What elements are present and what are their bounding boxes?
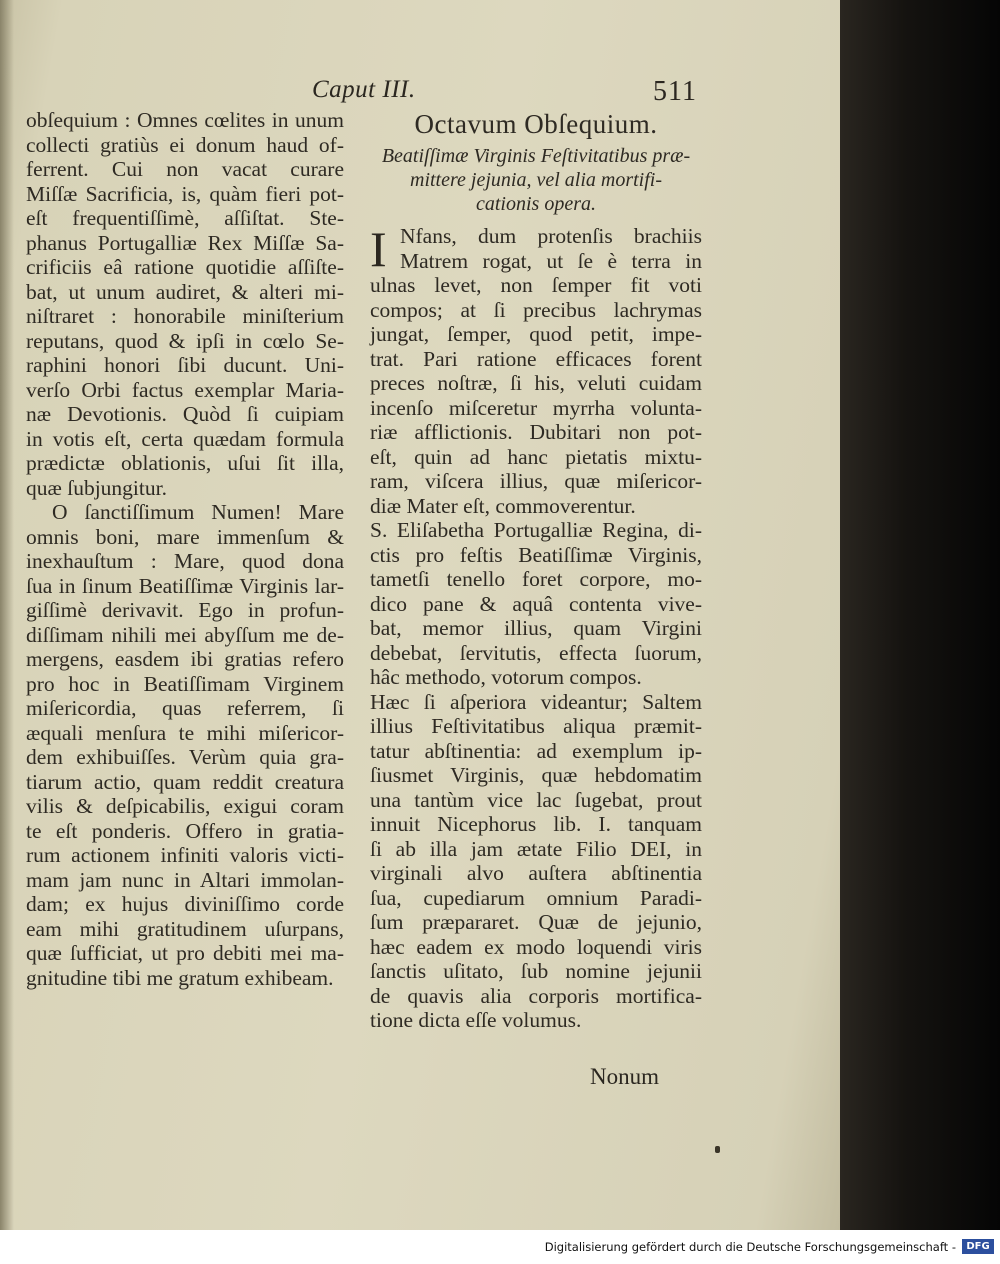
text-line: inexhauſtum : Mare, quod dona xyxy=(26,549,344,573)
text-line: Miſſæ Sacrificia, is, quàm fieri pot- xyxy=(26,181,344,206)
text-line: illius Feſtivitatibus aliqua præmit- xyxy=(370,714,702,738)
text-line: omnis boni, mare immenſum & xyxy=(26,524,344,549)
subtitle-line: cationis opera. xyxy=(476,193,596,215)
left-column xyxy=(26,108,344,990)
text-line: dem exhibuiſſes. Verùm quia gra- xyxy=(26,745,344,769)
text-line: miſericordia, quas referrem, ſi xyxy=(26,696,344,720)
text-line: debebat, ſervitutis, effecta ſuorum, xyxy=(370,640,702,665)
footer-credit-text: Digitalisierung gefördert durch die Deutsche Forschungsgemeinschaft - xyxy=(544,1240,956,1254)
opening-paragraph xyxy=(370,221,702,277)
text-line: bat, ut unum audiret, & alteri mi- xyxy=(26,279,344,304)
dfg-logo: DFG xyxy=(962,1239,994,1254)
text-line: ulnas levet, non ſemper fit voti xyxy=(370,273,702,297)
subtitle-line: mittere jejunia, vel alia mortifi- xyxy=(410,169,662,191)
text-line: ferrent. Cui non vacat curare xyxy=(26,157,344,181)
text-line: diſſimam nihili mei abyſſum me de- xyxy=(26,622,344,647)
text-line: verſo Orbi factus exemplar Maria- xyxy=(26,377,344,402)
text-line: trat. Pari ratione efficaces forent xyxy=(370,346,702,371)
section-title: Octavum Obſequium. xyxy=(414,109,658,139)
text-line: mam jam nunc in Altari immolan- xyxy=(26,867,344,892)
text-line: hâc methodo, votorum compos. xyxy=(370,665,642,689)
text-line: vilis & deſpicabilis, exigui coram xyxy=(26,794,344,818)
text-line: dam; ex hujus diviniſſimo corde xyxy=(26,892,344,916)
text-line: crificiis eâ ratione quotidie aſſiſte- xyxy=(26,255,344,279)
text-line: de quavis alia corporis mortifica- xyxy=(370,983,702,1008)
text-line: prædictæ oblationis, uſui ſit illa, xyxy=(26,451,344,475)
text-line: tione dicta eſſe volumus. xyxy=(370,1008,582,1032)
text-line: raphini honori ſibi ducunt. Uni- xyxy=(26,353,344,377)
text-line: niſtraret : honorabile miniſterium xyxy=(26,304,344,328)
right-column xyxy=(370,108,702,1033)
text-line: hæc eadem ex modo loquendi viris xyxy=(370,934,702,959)
text-line: jungat, ſemper, quod petit, impe- xyxy=(370,322,702,346)
text-line: æquali menſura te mihi miſericor- xyxy=(26,720,344,745)
ink-mark xyxy=(715,1146,720,1153)
text-line: næ Devotionis. Quòd ſi cuipiam xyxy=(26,402,344,426)
text-line: quæ ſufficiat, ut pro debiti mei ma- xyxy=(26,941,344,965)
text-line: collecti gratiùs ei donum haud of- xyxy=(26,132,344,157)
digitization-footer xyxy=(0,1230,1000,1264)
text-line: ctis pro feſtis Beatiſſimæ Virginis, xyxy=(370,542,702,567)
text-line: pro hoc in Beatiſſimam Virginem xyxy=(26,671,344,696)
text-line: eam mihi gratitudinem uſurpans, xyxy=(26,916,344,941)
text-line: in votis eſt, certa quædam formula xyxy=(26,426,344,451)
text-line: quæ ſubjungitur. xyxy=(26,475,167,500)
text-line: gnitudine tibi me gratum exhibeam. xyxy=(26,965,334,990)
text-line: diæ Mater eſt, commoverentur. xyxy=(370,493,636,518)
text-line: reputans, quod & ipſi in cœlo Se- xyxy=(26,328,344,353)
text-line: eſt, quin ad hanc pietatis mixtu- xyxy=(370,444,702,469)
section-subtitle xyxy=(370,144,702,216)
text-line: tatur abſtinentia: ad exemplum ip- xyxy=(370,738,702,763)
text-line: ſiusmet Virginis, quæ hebdomatim xyxy=(370,763,702,787)
text-line: tiarum actio, quam reddit creatura xyxy=(26,769,344,794)
text-line: Hæc ſi aſperiora videantur; Saltem xyxy=(370,689,702,714)
text-line: eſt frequentiſſimè, aſſiſtat. Ste- xyxy=(26,206,344,230)
text-line: preces noſtræ, ſi his, veluti cuidam xyxy=(370,371,702,395)
text-line: tametſi tenello foret corpore, mo- xyxy=(370,567,702,591)
text-line: ſi ab illa jam ætate Filio DEI, in xyxy=(370,836,702,861)
text-line: O ſanctiſſimum Numen! Mare xyxy=(52,500,344,524)
text-line: phanus Portugalliæ Rex Miſſæ Sa- xyxy=(26,230,344,255)
scan-background-edge xyxy=(840,0,1000,1230)
text-line: bat, memor illius, quam Virgini xyxy=(370,616,702,640)
text-line: virginali alvo auſtera abſtinentia xyxy=(370,861,702,885)
drop-cap: I xyxy=(370,221,387,277)
catchword: Nonum xyxy=(590,1064,659,1089)
text-line: riæ afflictionis. Dubitari non pot- xyxy=(370,420,702,444)
subtitle-line: Beatiſſimæ Virginis Feſtivitatibus præ- xyxy=(381,145,691,167)
text-line: ſua, cupediarum omnium Paradi- xyxy=(370,885,702,910)
text-line: mergens, easdem ibi gratias refero xyxy=(26,647,344,671)
text-line: te eſt ponderis. Offero in gratia- xyxy=(26,818,344,843)
text-line: S. Eliſabetha Portugalliæ Regina, di- xyxy=(370,518,702,542)
text-line: incenſo miſceretur myrrha volunta- xyxy=(370,395,702,420)
text-line: ſanctis uſitato, ſub nomine jejunii xyxy=(370,959,702,983)
text-line: compos; at ſi precibus lachrymas xyxy=(370,297,702,322)
text-line: rum actionem infiniti valoris victi- xyxy=(26,843,344,867)
text-line: ſua in ſinum Beatiſſimæ Virginis lar- xyxy=(26,573,344,598)
text-line: obſequium : Omnes cœlites in unum xyxy=(26,108,344,132)
text-line: innuit Nicephorus lib. I. tanquam xyxy=(370,812,702,836)
text-line: ram, viſcera illius, quæ miſericor- xyxy=(370,469,702,493)
text-line: Matrem rogat, ut ſe è terra in xyxy=(400,248,702,273)
page-number: 511 xyxy=(653,76,697,107)
text-line: Nfans, dum protenſis brachiis xyxy=(400,224,702,248)
running-head: Caput III. xyxy=(312,76,416,103)
text-line: ſum præpararet. Quæ de jejunio, xyxy=(370,910,702,934)
text-line: dico pane & aquâ contenta vive- xyxy=(370,591,702,616)
page-header xyxy=(312,72,697,112)
text-line: una tantùm vice lac ſugebat, prout xyxy=(370,787,702,812)
text-line: giſſimè derivavit. Ego in profun- xyxy=(26,598,344,622)
